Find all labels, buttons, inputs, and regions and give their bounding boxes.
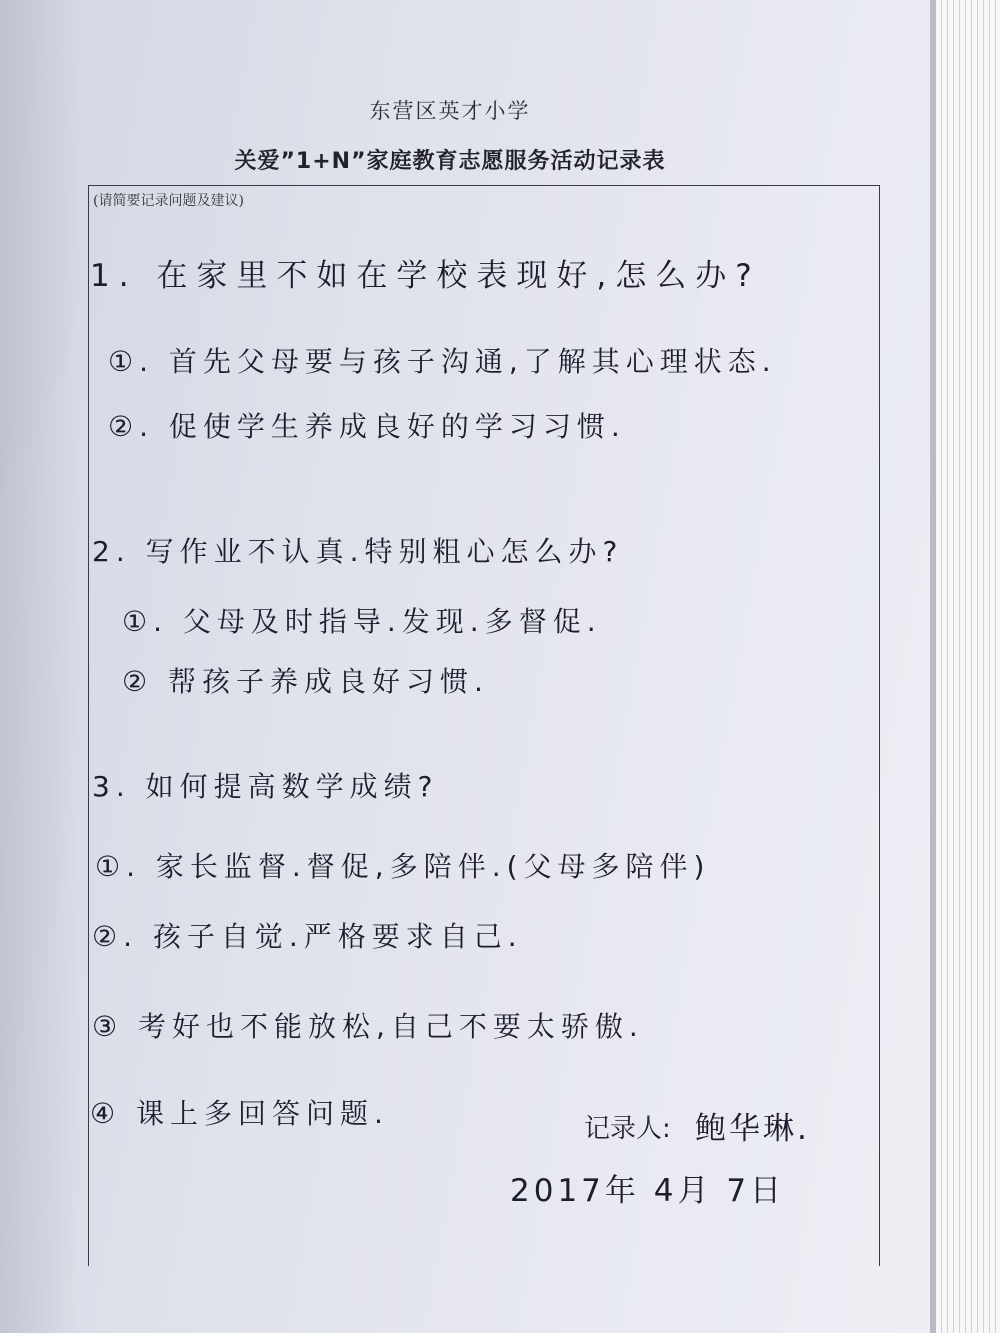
answer-3-3: ③ 考好也不能放松,自己不要太骄傲. [92,1010,644,1043]
recorder-label: 记录人: [584,1114,671,1144]
stacked-page-edges [930,0,1000,1333]
answer-1-2: ②. 促使学生养成良好的学习习惯. [108,410,626,443]
answer-1-1: ①. 首先父母要与孩子沟通,了解其心理状态. [108,345,777,378]
question-1: 1. 在家里不如在学校表现好,怎么办? [90,258,761,294]
record-date: 2017年 4月 7日 [510,1173,786,1209]
answer-2-2: ② 帮孩子养成良好习惯. [122,665,489,698]
answer-3-2: ②. 孩子自觉.严格要求自己. [92,920,523,953]
school-name: 东营区英才小学 [369,99,531,123]
answer-2-1: ①. 父母及时指导.发现.多督促. [122,605,602,638]
form-title: 关爱”1+N”家庭教育志愿服务活动记录表 [234,149,666,174]
question-2: 2. 写作业不认真.特别粗心怎么办? [92,535,624,568]
recorder-signature: 鲍华琳. [695,1111,810,1147]
answer-3-4: ④ 课上多回答问题. [90,1097,389,1130]
page-shadow [0,0,80,1333]
question-3: 3. 如何提高数学成绩? [92,770,439,803]
form-instruction: (请简要记录问题及建议) [93,193,244,209]
answer-3-1: ①. 家长监督.督促,多陪伴.(父母多陪伴) [95,850,711,883]
